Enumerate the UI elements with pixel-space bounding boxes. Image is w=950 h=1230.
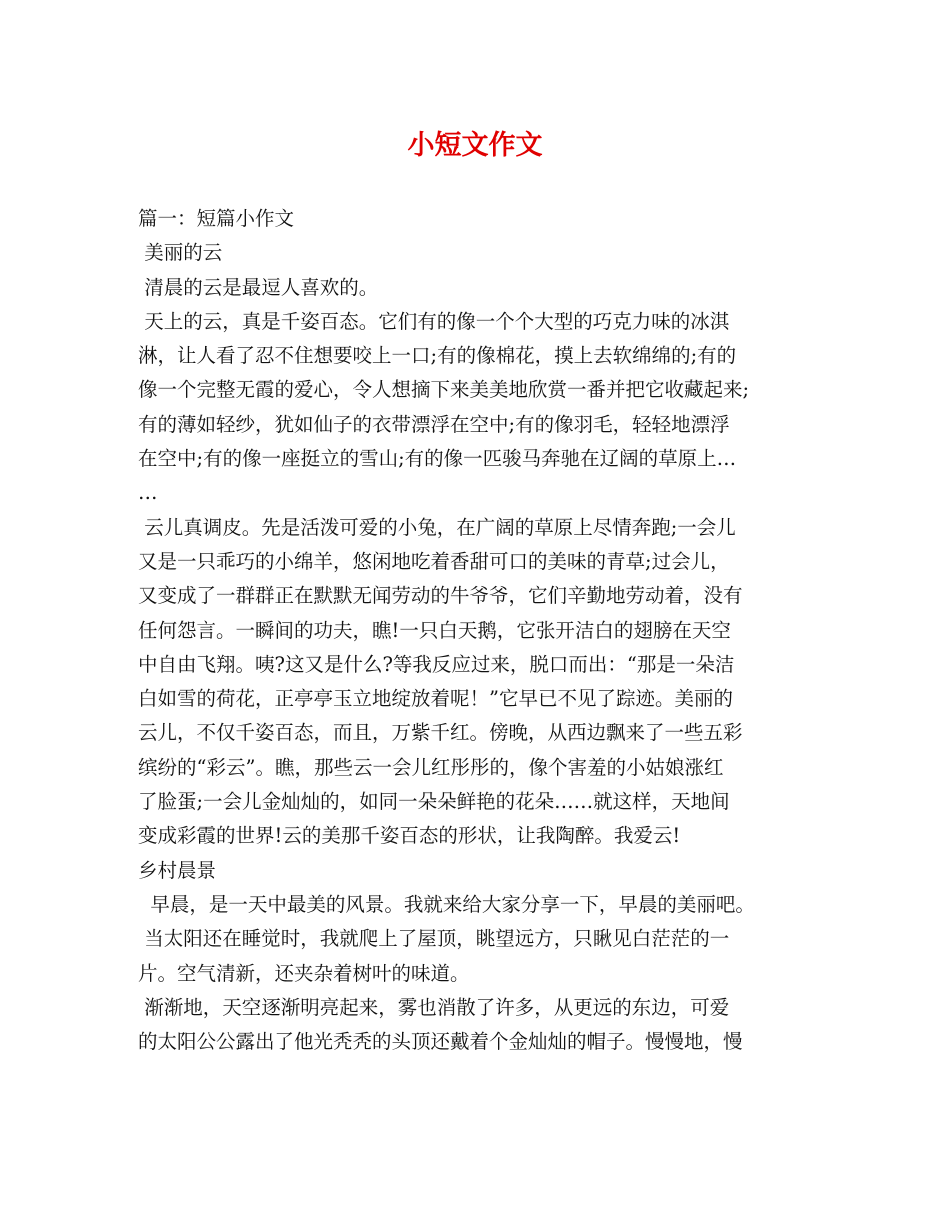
text-line: … — [138, 481, 158, 505]
text-line: 早晨，是一天中最美的风景。我就来给大家分享一下，早晨的美丽吧。 — [138, 892, 755, 916]
text-line: 淋，让人看了忍不住想要咬上一口;有的像棉花，摸上去软绵绵的;有的 — [138, 344, 737, 368]
text-line: 了脸蛋;一会儿金灿灿的，如同一朵朵鲜艳的花朵……就这样，天地间 — [138, 790, 730, 814]
text-line: 天上的云，真是千姿百态。它们有的像一个个大型的巧克力味的冰淇 — [138, 309, 730, 333]
text-line: 像一个完整无霞的爱心，令人想摘下来美美地欣赏一番并把它收藏起来; — [138, 378, 750, 402]
text-line: 缤纷的“彩云”。瞧，那些云一会儿红彤彤的，像个害羞的小姑娘涨红 — [138, 755, 724, 779]
text-line: 美丽的云 — [138, 241, 223, 265]
text-line: 又是一只乖巧的小绵羊，悠闲地吃着香甜可口的美味的青草;过会儿， — [138, 549, 730, 573]
text-line: 渐渐地，天空逐渐明亮起来，雾也消散了许多，从更远的东边，可爱 — [138, 995, 730, 1019]
text-line: 在空中;有的像一座挺立的雪山;有的像一匹骏马奔驰在辽阔的草原上… — [138, 447, 737, 471]
text-line: 乡村晨景 — [138, 858, 217, 882]
text-line: 中自由飞翔。咦?这又是什么?等我反应过来，脱口而出：“那是一朵洁 — [138, 652, 735, 676]
text-line: 白如雪的荷花，正亭亭玉立地绽放着呢！”它早已不见了踪迹。美丽的 — [138, 687, 733, 711]
document-body — [138, 202, 828, 1059]
text-line: 又变成了一群群正在默默无闻劳动的牛爷爷，它们辛勤地劳动着，没有 — [138, 584, 743, 608]
text-line: 有的薄如轻纱，犹如仙子的衣带漂浮在空中;有的像羽毛，轻轻地漂浮 — [138, 412, 730, 436]
text-line: 当太阳还在睡觉时，我就爬上了屋顶，眺望远方，只瞅见白茫茫的一 — [138, 927, 730, 951]
text-line: 篇一：短篇小作文 — [138, 207, 295, 230]
text-line: 的太阳公公露出了他光秃秃的头顶还戴着个金灿灿的帽子。慢慢地，慢 — [138, 1030, 743, 1054]
text-line: 变成彩霞的世界!云的美那千姿百态的形状，让我陶醉。我爱云! — [138, 824, 681, 848]
text-line: 清晨的云是最逗人喜欢的。 — [138, 275, 379, 299]
text-line: 片。空气清新，还夹杂着树叶的味道。 — [138, 961, 470, 985]
document-title: 小短文作文 — [407, 130, 543, 161]
text-line: 任何怨言。一瞬间的功夫，瞧!一只白天鹅，它张开洁白的翅膀在天空 — [138, 618, 731, 642]
text-line: 云儿，不仅千姿百态，而且，万紫千红。傍晚，从西边飘来了一些五彩 — [138, 721, 743, 745]
text-line: 云儿真调皮。先是活泼可爱的小兔，在广阔的草原上尽情奔跑;一会儿 — [138, 515, 736, 539]
